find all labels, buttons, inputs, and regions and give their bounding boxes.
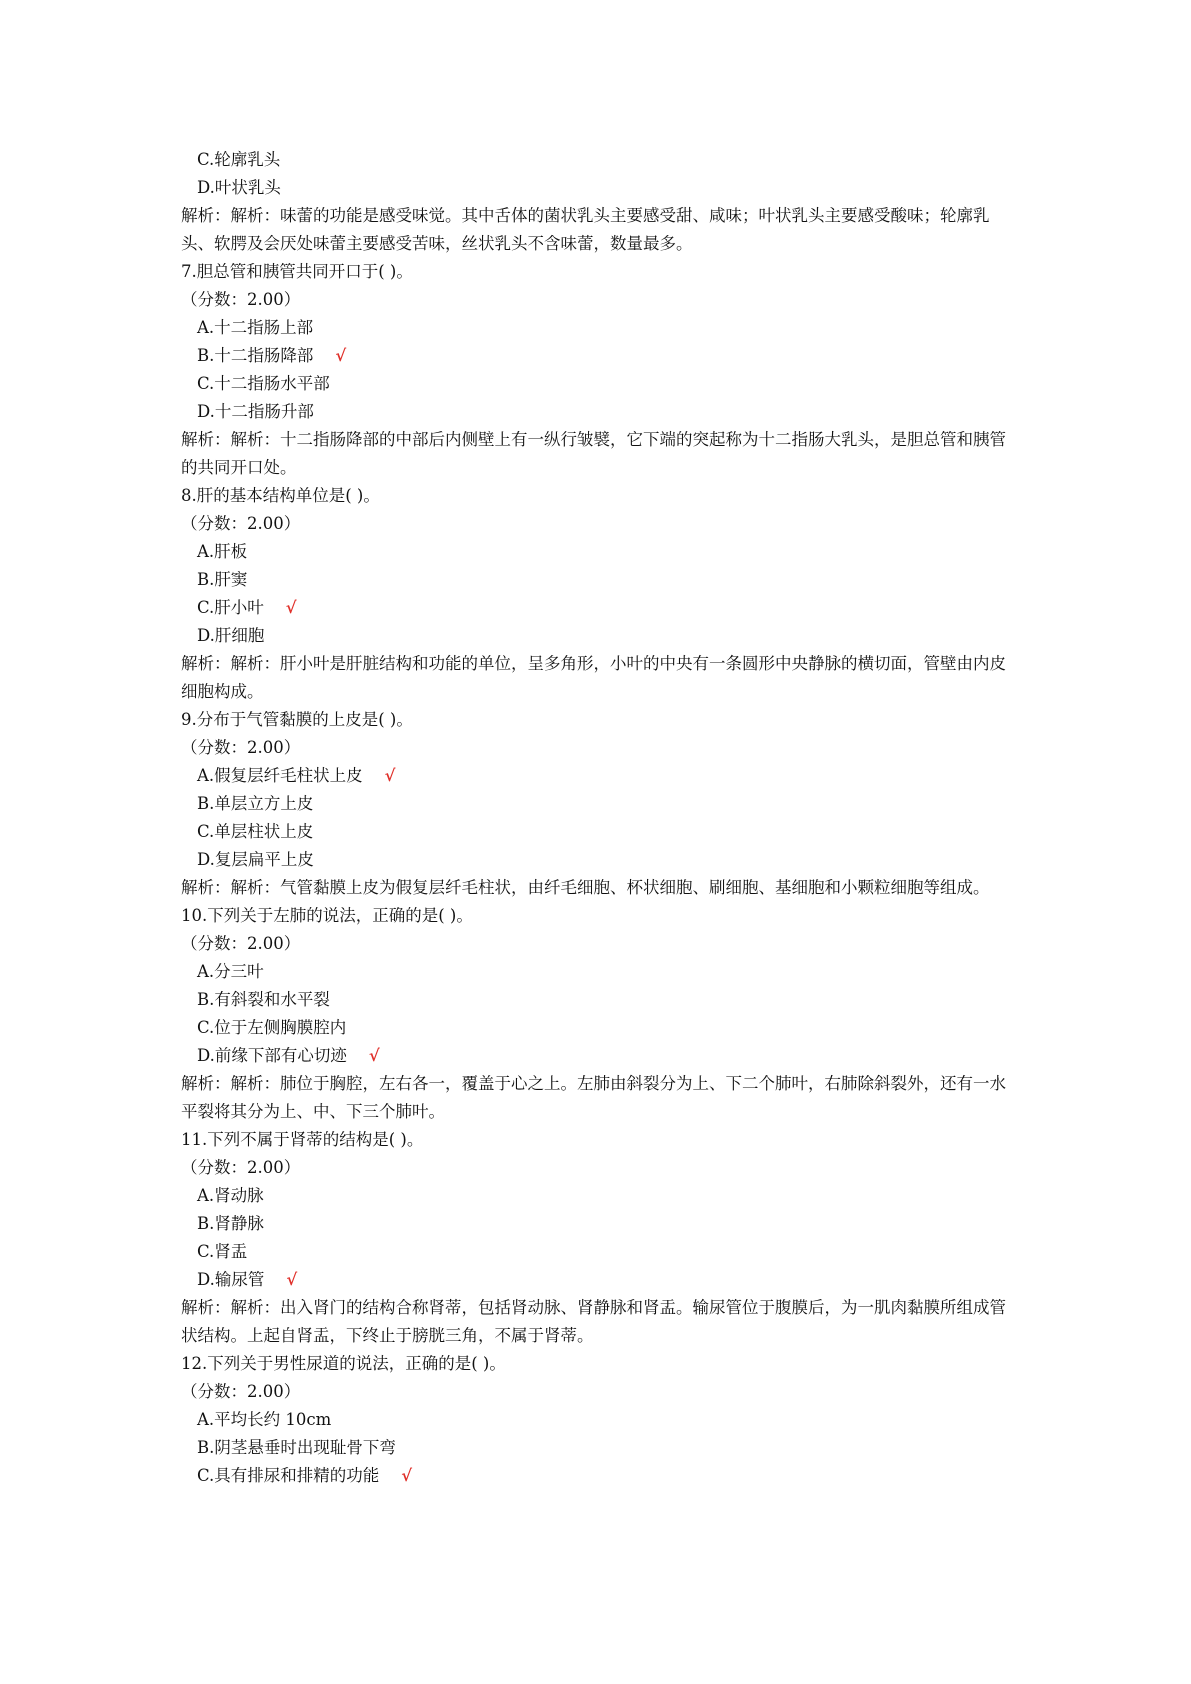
option-a: A.平均长约 10cm [197, 1410, 332, 1429]
question-score: （分数：2.00） [181, 290, 301, 309]
analysis-text: 解析：解析：十二指肠降部的中部后内侧壁上有一纵行皱襞，它下端的突起称为十二指肠大乳头，是胆总管和胰管的共同开口处。 [181, 430, 1006, 477]
question-stem: 7.胆总管和胰管共同开口于( )。 [181, 262, 413, 281]
correct-check-icon: √ [368, 1046, 380, 1065]
question-stem: 11.下列不属于肾蒂的结构是( )。 [181, 1130, 424, 1149]
option-c: C.肾盂 [197, 1242, 248, 1261]
question-score: （分数：2.00） [181, 514, 301, 533]
analysis-text: 解析：解析：气管黏膜上皮为假复层纤毛柱状，由纤毛细胞、杯状细胞、刷细胞、基细胞和小颗粒细胞等组成。 [181, 878, 990, 897]
option-c: C.具有排尿和排精的功能 √ [197, 1466, 413, 1485]
option-c: C.单层柱状上皮 [197, 822, 314, 841]
analysis-text: 解析：解析：味蕾的功能是感受味觉。其中舌体的菌状乳头主要感受甜、咸味；叶状乳头主要感受酸味；轮廓乳头、软腭及会厌处味蕾主要感受苦味，丝状乳头不含味蕾，数量最多。 [181, 206, 990, 253]
option-c: C.轮廓乳头 [197, 150, 281, 169]
question-block [181, 258, 1021, 482]
option-c: C.肝小叶 √ [197, 598, 297, 617]
question-score: （分数：2.00） [181, 934, 301, 953]
analysis-text: 解析：解析：出入肾门的结构合称肾蒂，包括肾动脉、肾静脉和肾盂。输尿管位于腹膜后，为一肌肉黏膜所组成管状结构。上起自肾盂，下终止于膀胱三角，不属于肾蒂。 [181, 1298, 1006, 1345]
option-c: C.位于左侧胸膜腔内 [197, 1018, 347, 1037]
question-stem: 9.分布于气管黏膜的上皮是( )。 [181, 710, 413, 729]
question-score: （分数：2.00） [181, 1158, 301, 1177]
option-d: D.肝细胞 [197, 626, 265, 645]
option-b: B.肾静脉 [197, 1214, 264, 1233]
correct-check-icon: √ [335, 346, 347, 365]
question-score: （分数：2.00） [181, 1382, 301, 1401]
question-score: （分数：2.00） [181, 738, 301, 757]
option-a: A.肝板 [197, 542, 248, 561]
option-a: A.十二指肠上部 [197, 318, 314, 337]
correct-check-icon: √ [285, 598, 297, 617]
option-a: A.分三叶 [197, 962, 264, 981]
question-block [181, 902, 1021, 1126]
question-block [181, 706, 1021, 902]
option-b: B.阴茎悬垂时出现耻骨下弯 [197, 1438, 396, 1457]
option-d: D.输尿管 √ [197, 1270, 298, 1289]
option-d: D.十二指肠升部 [197, 402, 314, 421]
correct-check-icon: √ [286, 1270, 298, 1289]
question-stem: 8.肝的基本结构单位是( )。 [181, 486, 380, 505]
exam-page [181, 146, 1021, 1490]
option-d: D.前缘下部有心切迹 √ [197, 1046, 380, 1065]
option-b: B.十二指肠降部 √ [197, 346, 347, 365]
question-block [181, 1350, 1021, 1490]
option-b: B.肝窦 [197, 570, 248, 589]
option-b: B.有斜裂和水平裂 [197, 990, 330, 1009]
analysis-text: 解析：解析：肝小叶是肝脏结构和功能的单位，呈多角形，小叶的中央有一条圆形中央静脉的横切面，管壁由内皮细胞构成。 [181, 654, 1006, 701]
option-d: D.叶状乳头 [197, 178, 281, 197]
question-block [181, 146, 1021, 258]
option-c: C.十二指肠水平部 [197, 374, 330, 393]
question-block [181, 1126, 1021, 1350]
question-stem: 10.下列关于左肺的说法，正确的是( )。 [181, 906, 473, 925]
option-d: D.复层扁平上皮 [197, 850, 314, 869]
option-b: B.单层立方上皮 [197, 794, 314, 813]
analysis-text: 解析：解析：肺位于胸腔，左右各一，覆盖于心之上。左肺由斜裂分为上、下二个肺叶，右肺除斜裂外，还有一水平裂将其分为上、中、下三个肺叶。 [181, 1074, 1006, 1121]
option-a: A.肾动脉 [197, 1186, 264, 1205]
correct-check-icon: √ [384, 766, 396, 785]
question-block [181, 482, 1021, 706]
option-a: A.假复层纤毛柱状上皮 √ [197, 766, 396, 785]
correct-check-icon: √ [401, 1466, 413, 1485]
question-stem: 12.下列关于男性尿道的说法，正确的是( )。 [181, 1354, 506, 1373]
